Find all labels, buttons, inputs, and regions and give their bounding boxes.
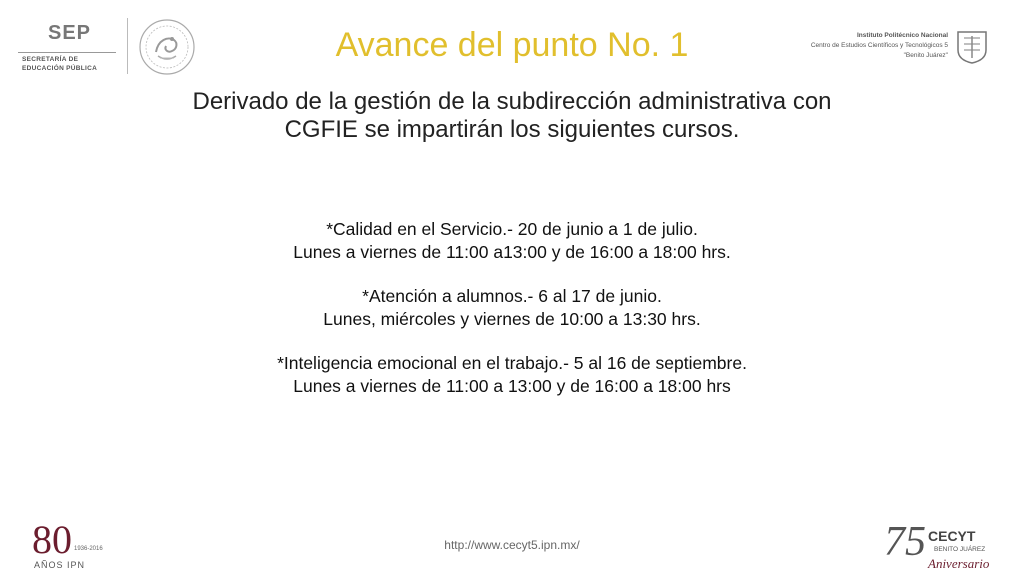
- course-item: [100, 285, 924, 331]
- cecyt-75-anniversary-logo: [884, 520, 992, 576]
- ipn-cecyt5-logo: [810, 30, 992, 64]
- sep-logo-line2: EDUCACIÓN PÚBLICA: [22, 65, 98, 72]
- subtitle-line-2: CGFIE se impartirán los siguientes cursos.: [284, 116, 740, 143]
- sep-logo-line1: SECRETARÍA DE: [22, 56, 79, 63]
- cecyt75-sub: BENITO JUÁREZ: [934, 546, 986, 553]
- ipn80-years: 1936-2016: [74, 546, 103, 552]
- sep-logo-word: SEP: [48, 22, 92, 44]
- course-schedule: Lunes a viernes de 11:00 a13:00 y de 16:00 a 18:00 hrs.: [293, 242, 731, 262]
- cecyt75-number: 75: [884, 519, 926, 565]
- course-name: *Calidad en el Servicio.- 20 de junio a 1 de julio.: [326, 219, 698, 239]
- ipn-80-years-logo: [32, 517, 118, 576]
- course-name: *Inteligencia emocional en el trabajo.- 5 al 16 de septiembre.: [277, 353, 747, 373]
- course-item: [100, 218, 924, 264]
- footer-url: http://www.cecyt5.ipn.mx/: [444, 538, 580, 552]
- ipn-logo-line3: "Benito Juárez": [903, 52, 948, 59]
- course-list: [100, 218, 924, 419]
- ipn-shield-icon: [954, 30, 990, 64]
- course-schedule: Lunes a viernes de 11:00 a 13:00 y de 16:00 a 18:00 hrs: [293, 376, 731, 396]
- subtitle-line-1: Derivado de la gestión de la subdirección administrativa con: [192, 88, 832, 115]
- cecyt75-word: Aniversario: [928, 556, 990, 571]
- cecyt75-name: CECYT: [928, 528, 976, 544]
- ipn-logo-line2: Centro de Estudios Científicos y Tecnológicos 5: [810, 42, 948, 49]
- course-schedule: Lunes, miércoles y viernes de 10:00 a 13:30 hrs.: [323, 309, 701, 329]
- ipn80-number: 80: [32, 517, 72, 562]
- ipn-logo-line1: Instituto Politécnico Nacional: [856, 32, 948, 39]
- ipn80-word: AÑOS IPN: [34, 560, 86, 570]
- course-item: [100, 352, 924, 398]
- slide-title: Avance del punto No. 1: [335, 26, 689, 64]
- slide-subtitle: [100, 88, 924, 144]
- course-name: *Atención a alumnos.- 6 al 17 de junio.: [362, 286, 662, 306]
